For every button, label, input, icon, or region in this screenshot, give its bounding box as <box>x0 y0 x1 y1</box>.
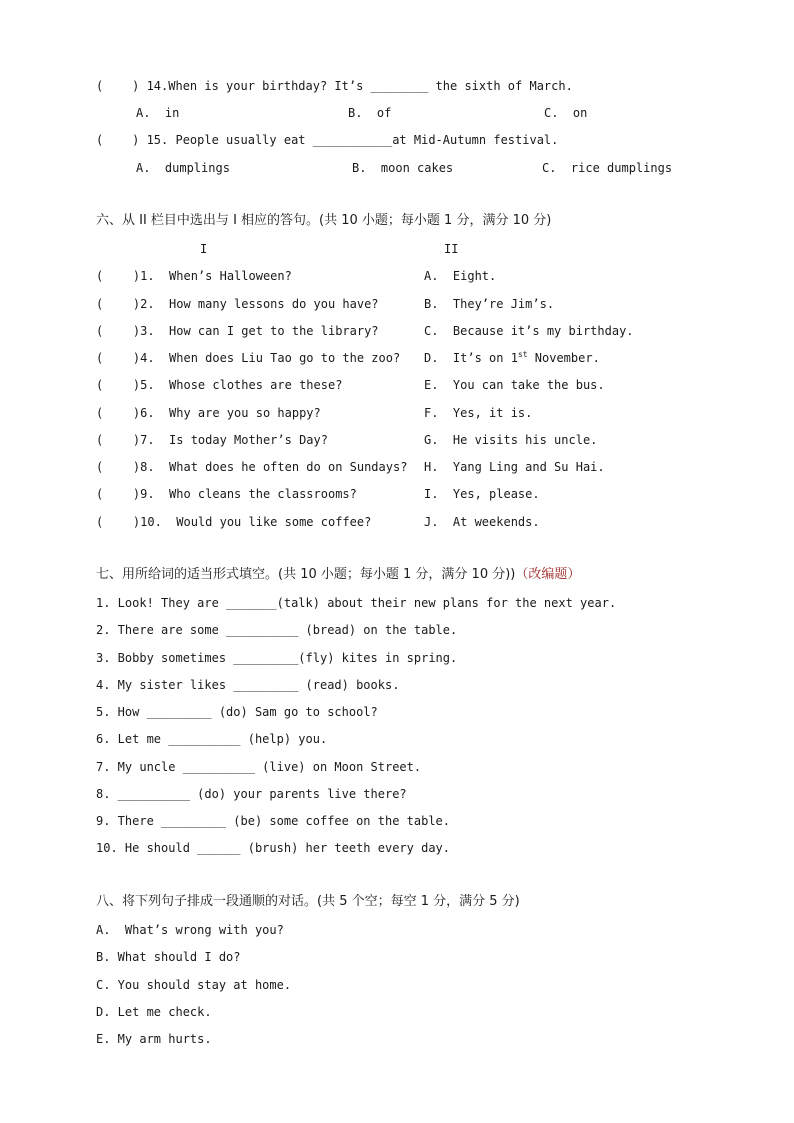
column-i-label: I <box>200 242 208 256</box>
question-14: ( ) 14.When is your birthday? It’s ________ the sixth of March. <box>96 79 573 93</box>
match-answer: A. Eight. <box>424 269 497 283</box>
match-bracket: ( <box>96 460 104 474</box>
section7-title: 七、用所给词的适当形式填空。(共 10 小题；每小题 1 分，满分 10 分)) <box>96 567 516 582</box>
q14-option-c: C. on <box>544 106 588 120</box>
fill-blank-item: 10. He should ______ (brush) her teeth every day. <box>96 841 451 855</box>
dialogue-item: C. You should stay at home. <box>96 978 292 992</box>
match-answer: I. Yes, please. <box>424 487 540 501</box>
match-bracket: ( <box>96 515 104 529</box>
q14-option-b: B. of <box>348 106 392 120</box>
match-answer <box>424 350 600 366</box>
section6-heading: 六、从 II 栏目中选出与 I 相应的答句。(共 10 小题；每小题 1 分，满分 10 分) <box>96 213 552 228</box>
match-question: )8. What does he often do on Sundays? <box>104 460 408 474</box>
match-bracket: ( <box>96 351 104 365</box>
match-answer: E. You can take the bus. <box>424 378 605 392</box>
match-answer: F. Yes, it is. <box>424 406 533 420</box>
q14-option-a: A. in <box>136 106 180 120</box>
match-bracket: ( <box>96 487 104 501</box>
fill-blank-item: 8. __________ (do) your parents live there? <box>96 787 407 801</box>
fill-blank-item: 3. Bobby sometimes _________(fly) kites in spring. <box>96 651 458 665</box>
match-bracket: ( <box>96 406 104 420</box>
match-question: )4. When does Liu Tao go to the zoo? <box>104 351 401 365</box>
match-question: )2. How many lessons do you have? <box>104 297 379 311</box>
q15-option-c: C. rice dumplings <box>542 161 673 175</box>
q15-option-a: A. dumplings <box>136 161 230 175</box>
section8-heading: 八、将下列句子排成一段通顺的对话。(共 5 个空；每空 1 分，满分 5 分) <box>96 894 520 909</box>
match-answer: G. He visits his uncle. <box>424 433 598 447</box>
question-15: ( ) 15. People usually eat ___________at Mid-Autumn festival. <box>96 133 559 147</box>
dialogue-item: B. What should I do? <box>96 950 241 964</box>
match-answer: B. They’re Jim’s. <box>424 297 555 311</box>
dialogue-item: E. My arm hurts. <box>96 1032 212 1046</box>
match-question: )7. Is today Mother’s Day? <box>104 433 328 447</box>
match-answer: C. Because it’s my birthday. <box>424 324 634 338</box>
match-question: )10. Would you like some coffee? <box>104 515 372 529</box>
adapted-note: （改编题） <box>515 567 581 582</box>
fill-blank-item: 2. There are some __________ (bread) on the table. <box>96 623 458 637</box>
match-bracket: ( <box>96 378 104 392</box>
match-question: )3. How can I get to the library? <box>104 324 379 338</box>
fill-blank-item: 4. My sister likes _________ (read) books. <box>96 678 400 692</box>
match-bracket: ( <box>96 269 104 283</box>
match-bracket: ( <box>96 297 104 311</box>
fill-blank-item: 6. Let me __________ (help) you. <box>96 732 328 746</box>
answer-d-month: November. <box>527 351 600 365</box>
match-question: )9. Who cleans the classrooms? <box>104 487 357 501</box>
match-answer: H. Yang Ling and Su Hai. <box>424 460 605 474</box>
match-answer: J. At weekends. <box>424 515 540 529</box>
fill-blank-item: 7. My uncle __________ (live) on Moon Street. <box>96 760 422 774</box>
fill-blank-item: 1. Look! They are _______(talk) about their new plans for the next year. <box>96 596 617 610</box>
match-question: )6. Why are you so happy? <box>104 406 321 420</box>
ordinal-suffix: st <box>517 350 528 359</box>
dialogue-item: D. Let me check. <box>96 1005 212 1019</box>
fill-blank-item: 9. There _________ (be) some coffee on the table. <box>96 814 451 828</box>
section7-heading <box>96 567 580 583</box>
answer-d-text: D. It’s on 1 <box>424 351 518 365</box>
dialogue-item: A. What’s wrong with you? <box>96 923 284 937</box>
match-question: )1. When’s Halloween? <box>104 269 292 283</box>
column-ii-label: II <box>444 242 459 256</box>
match-bracket: ( <box>96 324 104 338</box>
fill-blank-item: 5. How _________ (do) Sam go to school? <box>96 705 378 719</box>
match-bracket: ( <box>96 433 104 447</box>
q15-option-b: B. moon cakes <box>352 161 454 175</box>
match-question: )5. Whose clothes are these? <box>104 378 343 392</box>
